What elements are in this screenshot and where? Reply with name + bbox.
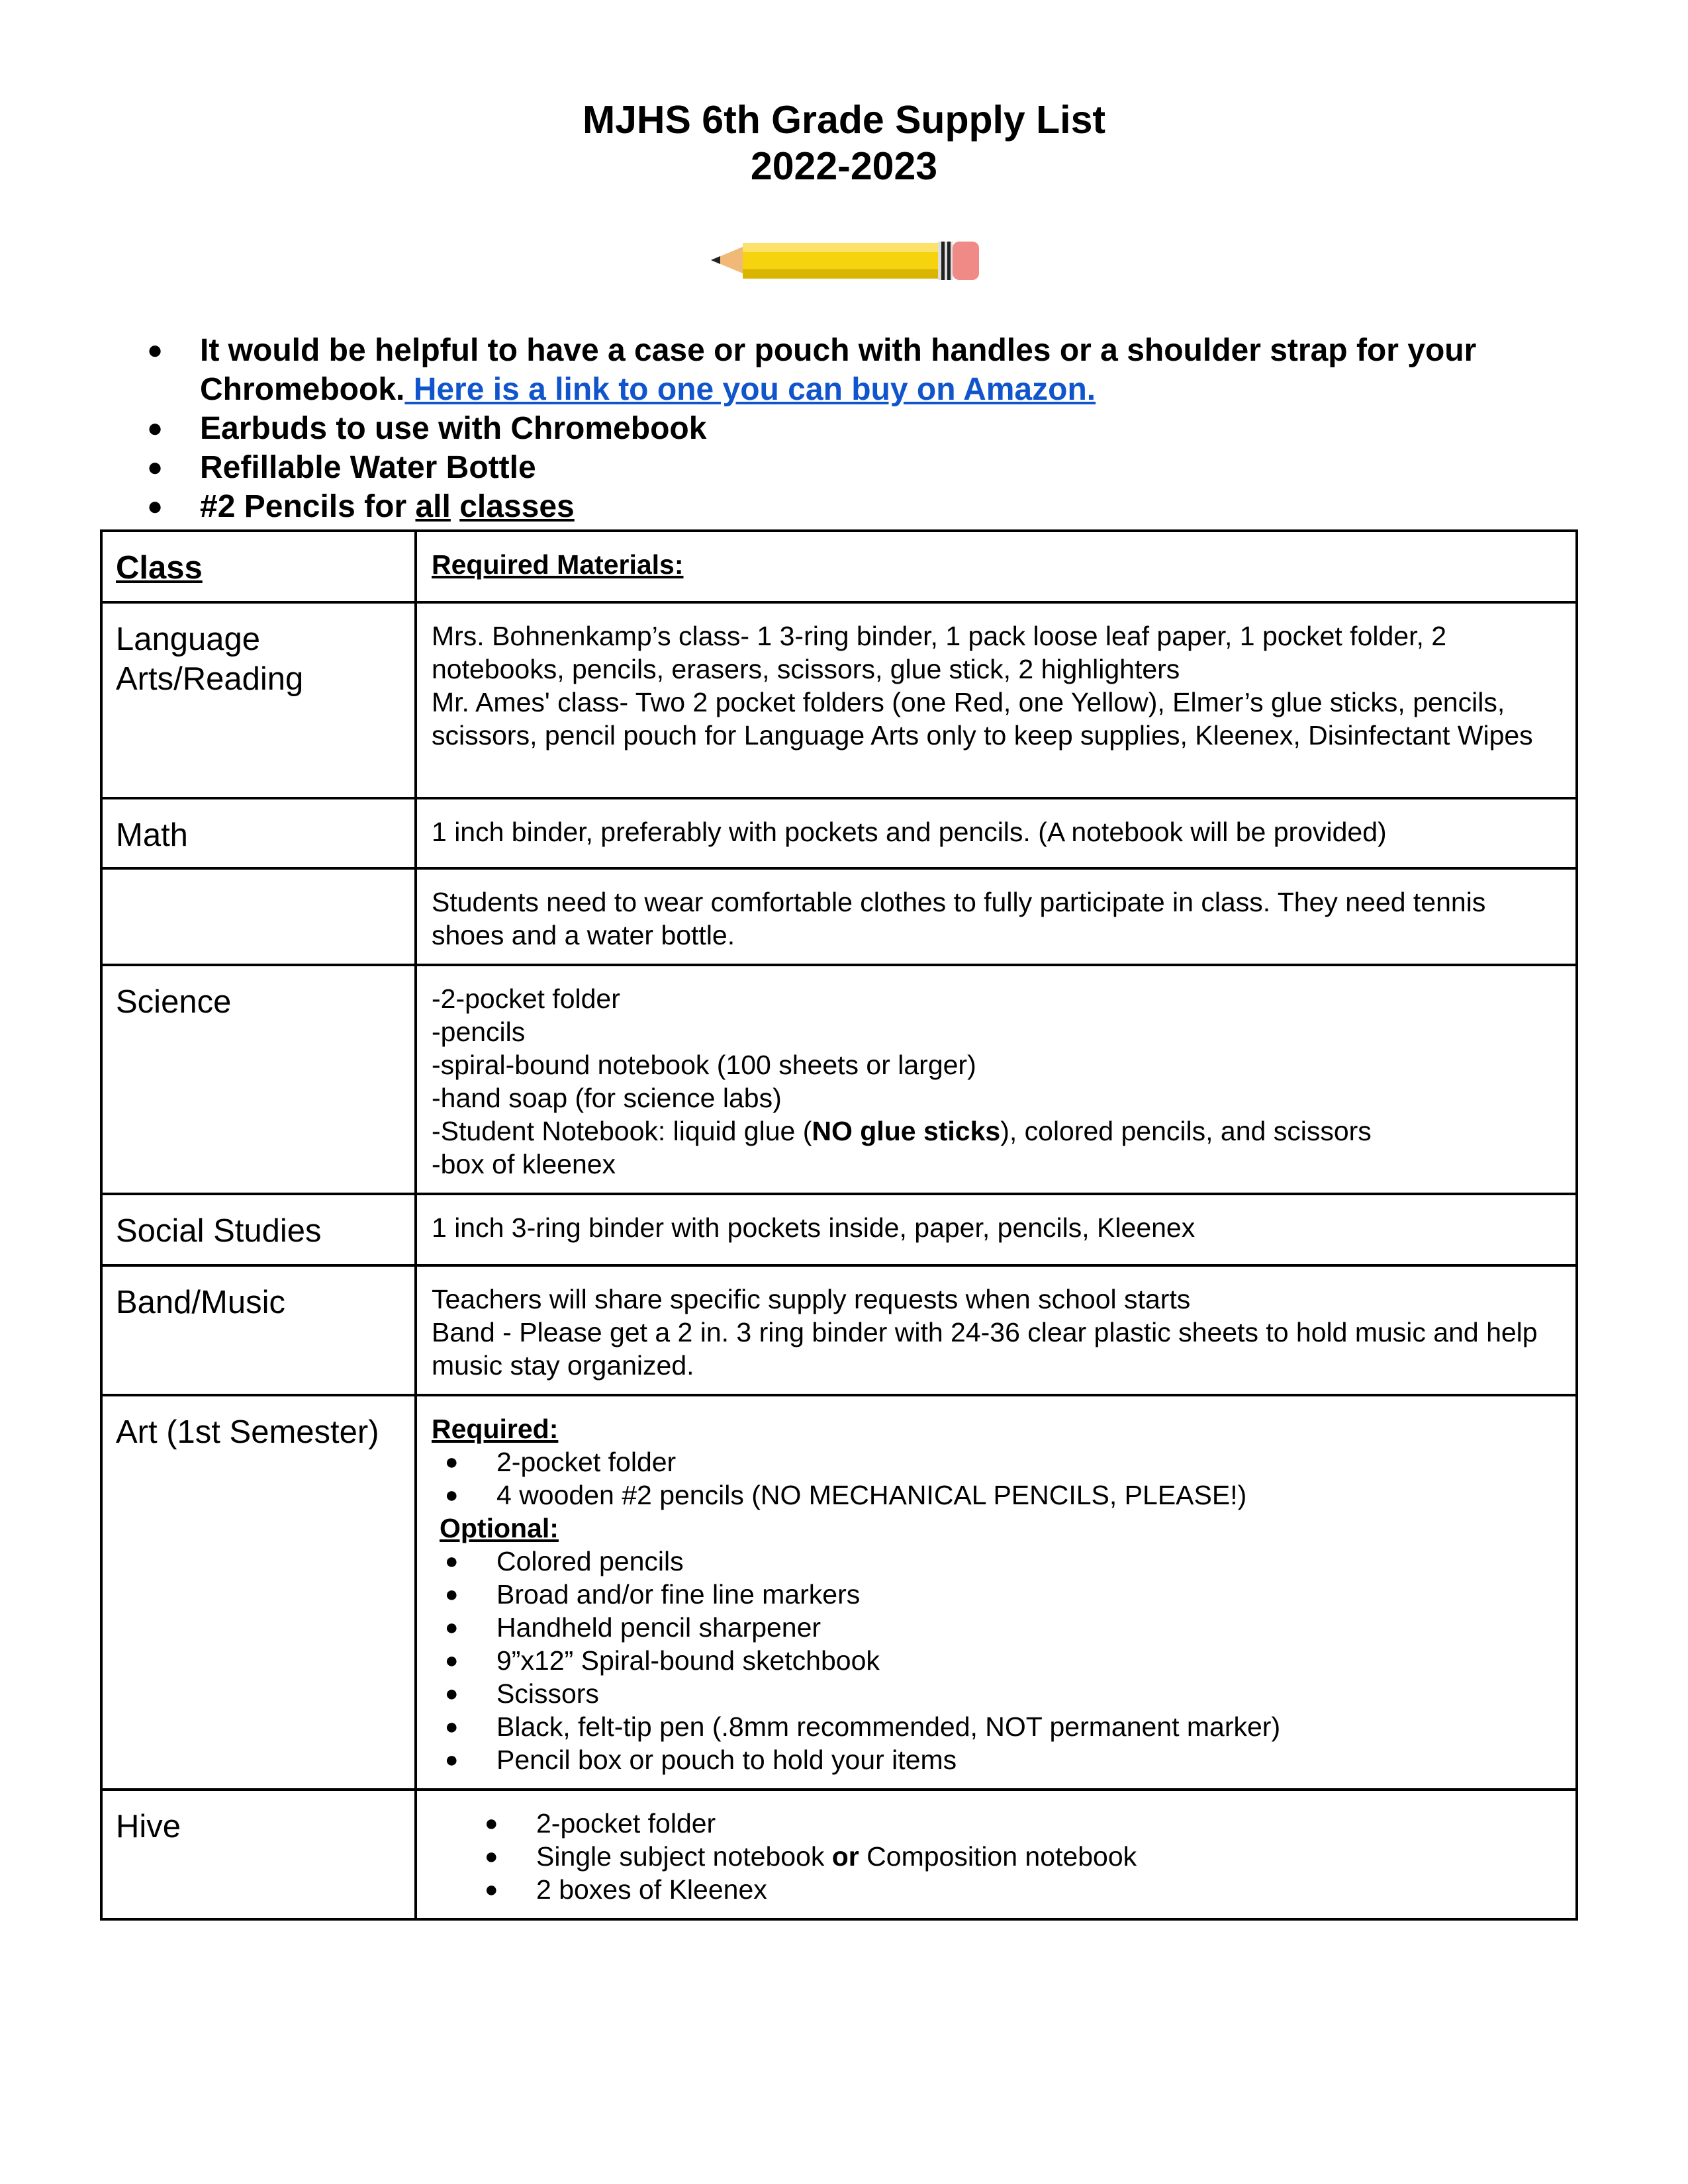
list-item [147,409,1623,448]
bullet-icon: ● [485,1877,498,1902]
table-row [101,868,1577,965]
list-item [471,1873,1562,1906]
art-required-list [432,1445,1562,1512]
materials-line: Mrs. Bohnenkamp’s class- 1 3-ring binder, 1 pack loose leaf paper, 1 pocket folder, 2 notebooks, pencils, erasers, scissors, glue stick, 2 highlighters [432,621,1447,684]
list-item-text: 2 boxes of Kleenex [536,1874,767,1905]
pencils-text-a: #2 Pencils for [200,489,416,524]
materials-line: -box of kleenex [432,1149,616,1179]
class-materials [416,965,1577,1194]
list-item-text: 2-pocket folder [536,1808,716,1839]
class-materials [416,1395,1577,1790]
bullet-icon: ● [445,1582,459,1607]
bullet-icon: ● [485,1811,498,1836]
list-item-text: Pencil box or pouch to hold your items [496,1745,957,1775]
bullet-icon: ● [445,1747,459,1772]
glue-text-a: -Student Notebook: liquid glue ( [432,1116,812,1146]
materials-line: -spiral-bound notebook (100 sheets or larger) [432,1050,976,1080]
table-header-row [101,531,1577,602]
page-title: MJHS 6th Grade Supply List [582,98,1106,142]
list-item-text: 9”x12” Spiral-bound sketchbook [496,1645,880,1676]
list-item [432,1578,1562,1611]
class-materials [416,1265,1577,1395]
bullet-icon: ● [485,1844,498,1869]
list-item-text: 4 wooden #2 pencils (NO MECHANICAL PENCILS, PLEASE!) [496,1480,1247,1510]
list-item-text: Single subject notebook [536,1841,832,1872]
table-row [101,1265,1577,1395]
bullet-icon: ● [445,1449,459,1475]
glue-text-c: ), colored pencils, and scissors [1000,1116,1372,1146]
table-row [101,798,1577,868]
class-name: Art (1st Semester) [101,1395,416,1790]
header-required-materials: Required Materials: [416,531,1577,602]
bullet-icon: ● [445,1549,459,1574]
supply-table [100,529,1578,1921]
class-materials: Students need to wear comfortable clothes to fully participate in class. They need tennis shoes and a water bottle. [416,868,1577,965]
optional-label: Optional: [440,1513,559,1543]
table-row [101,965,1577,1194]
table-row [101,602,1577,798]
list-item [471,1840,1562,1873]
list-item [432,1445,1562,1479]
water-bottle-text: Refillable Water Bottle [200,450,536,485]
no-glue-sticks-text: NO glue sticks [812,1116,1001,1146]
pencils-text-all: all [415,489,451,524]
list-item-text: Broad and/or fine line markers [496,1579,861,1610]
list-item [147,487,1623,526]
required-label: Required: [432,1414,559,1444]
bullet-icon: ● [147,336,164,365]
table-row [101,1395,1577,1790]
amazon-link[interactable]: Here is a link to one you can buy on Amazon. [404,372,1096,407]
materials-line: -hand soap (for science labs) [432,1083,782,1113]
school-year: 2022-2023 [750,144,938,188]
pencils-text-space [451,489,459,524]
class-name: Hive [101,1790,416,1919]
table-row [101,1194,1577,1265]
class-name [101,868,416,965]
bullet-icon: ● [147,453,164,482]
bullet-icon: ● [445,1615,459,1640]
materials-line: Teachers will share specific supply requests when school starts [432,1284,1191,1314]
chromebook-case-text: It would be helpful to have a case or pouch with handles or a shoulder strap for your Chromebook. [200,333,1477,407]
class-materials [416,602,1577,798]
class-name: Math [101,798,416,868]
bullet-icon: ● [147,414,164,443]
list-item [432,1710,1562,1743]
table-row [101,1790,1577,1919]
bullet-icon: ● [445,1648,459,1673]
bullet-icon: ● [445,1482,459,1508]
list-item-text: Black, felt-tip pen (.8mm recommended, NOT permanent marker) [496,1711,1281,1742]
list-item-text: Scissors [496,1678,599,1709]
list-item [432,1644,1562,1677]
class-name: Social Studies [101,1194,416,1265]
bullet-icon: ● [445,1714,459,1739]
hive-list [471,1807,1562,1906]
list-item [432,1743,1562,1776]
list-item-text: Handheld pencil sharpener [496,1612,821,1643]
pencil-icon [711,236,980,284]
class-materials [416,1790,1577,1919]
class-materials: 1 inch binder, preferably with pockets and pencils. (A notebook will be provided) [416,798,1577,868]
list-item-text: 2-pocket folder [496,1447,677,1477]
class-name: Language Arts/Reading [101,602,416,798]
list-item [147,448,1623,487]
class-materials: 1 inch 3-ring binder with pockets inside, paper, pencils, Kleenex [416,1194,1577,1265]
list-item [432,1677,1562,1710]
list-item [432,1611,1562,1644]
general-supplies-list [147,331,1623,526]
class-name: Band/Music [101,1265,416,1395]
header-class: Class [101,531,416,602]
list-item [432,1479,1562,1512]
or-text: or [831,1841,859,1872]
document-header [0,97,1688,189]
earbuds-text: Earbuds to use with Chromebook [200,411,707,446]
materials-line [432,1115,1562,1148]
bullet-icon: ● [445,1681,459,1706]
list-item-text: Composition notebook [859,1841,1137,1872]
art-optional-list [432,1545,1562,1776]
materials-line: -pencils [432,1017,526,1047]
list-item [471,1807,1562,1840]
class-name: Science [101,965,416,1194]
bullet-icon: ● [147,492,164,521]
list-item [432,1545,1562,1578]
materials-line: -2-pocket folder [432,983,620,1014]
pencils-text-classes: classes [459,489,575,524]
materials-line: Mr. Ames' class- Two 2 pocket folders (one Red, one Yellow), Elmer’s glue sticks, pencils, scissors, pencil pouch for Language Arts only to keep supplies, Kleenex, Disinfectant Wipes [432,687,1533,751]
list-item [147,331,1623,409]
list-item-text: Colored pencils [496,1546,684,1576]
materials-line: Band - Please get a 2 in. 3 ring binder with 24-36 clear plastic sheets to hold music and help music stay organized. [432,1317,1538,1381]
